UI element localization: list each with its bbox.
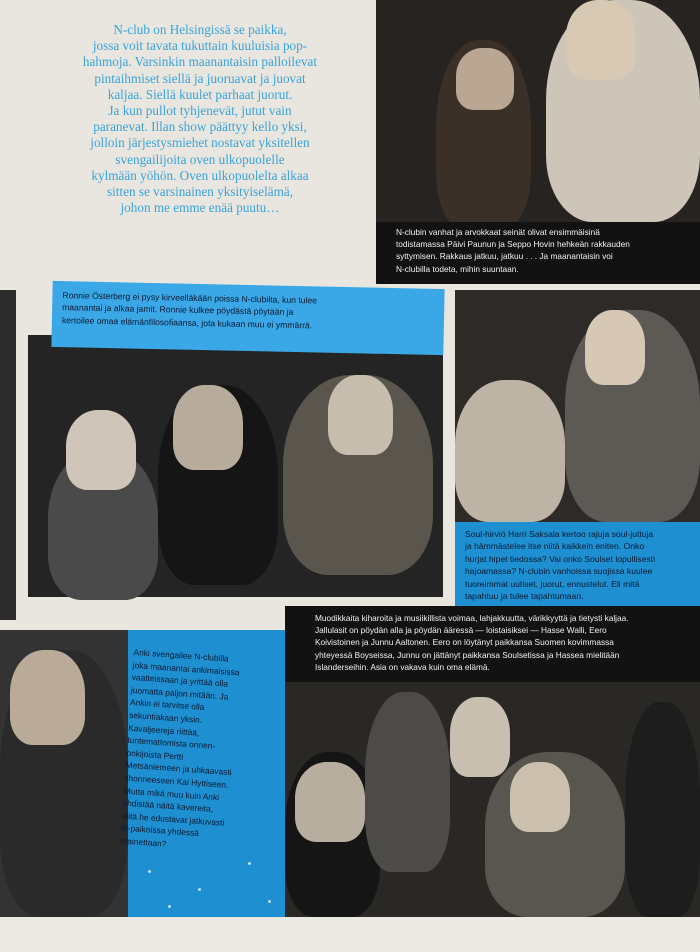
intro-line: Ja kun pullot tyhjenevät, jutut vain (108, 103, 292, 119)
intro-line: jolloin järjestysmiehet nostavat yksitellen (90, 135, 310, 151)
caption-line: Koivistoinen ja Junnu Aaltonen. Eero on löytänyt paikkansa Suomen kovimmassa (315, 637, 614, 648)
person-silhouette (10, 650, 85, 745)
intro-line: paranevat. Illan show päättyy kello yksi, (93, 119, 307, 135)
person-silhouette (295, 762, 365, 842)
intro-line: svengailijoita oven ulkopuolelle (115, 151, 285, 167)
photo-anki (0, 630, 128, 917)
caption-line: maanantai ja alkaa jamit. Ronnie kulkee pöydästä pöytään ja (62, 302, 294, 318)
star-decoration (248, 862, 251, 865)
caption-line: in-paikoissa yhdessä (120, 822, 200, 839)
caption-line: vaatteissaan ja yrittää olla (131, 672, 229, 689)
star-decoration (148, 870, 151, 873)
caption-line: siitä he edustavat jatkuvasti (121, 810, 225, 828)
caption-line: tuntemattomista onnen- (127, 734, 216, 752)
caption-line: onkijoista Pertti (126, 747, 184, 762)
caption-muodikkaita (285, 606, 700, 682)
caption-line: yhteyessä Boyseissa, Junnu on jättänyt paikkansa Soulsetissa ja Hassea mielitään (315, 649, 620, 660)
intro-line: kaljaa. Siellä kuulet parhaat juorut. (107, 86, 293, 102)
caption-line: hurjat hipet tiedossa? Vai onko Soulset lopullisesti (465, 553, 655, 564)
intro-text (40, 22, 360, 216)
intro-line: hahmoja. Varsinkin maanantaisin palloilevat (82, 54, 318, 70)
intro-line: johon me emme enää puutu… (120, 200, 280, 216)
photo-harri (455, 290, 700, 522)
person-silhouette (456, 48, 514, 110)
caption-line: tapahtuu ja tulee tapahtumaan. (465, 591, 584, 602)
photo-ronnie (28, 335, 443, 597)
caption-line: lihonneeseen Kai Hyttiseen. (124, 772, 229, 790)
caption-line: Anki svengailee N-clubilla (133, 646, 230, 664)
photo-paivi-seppo (376, 0, 700, 222)
caption-line: ja hämmästelee itse niitä kaikkein eniten. Onko (465, 541, 645, 552)
caption-line: Jallulasit on pöydän alla ja pöydän ääressä — loistaisiksei — Hasse Walli, Eero (315, 625, 607, 636)
person-silhouette (585, 310, 645, 385)
person-silhouette (455, 380, 565, 522)
caption-line: juomatta paljon mitään. Ja (130, 684, 229, 702)
star-decoration (198, 888, 201, 891)
caption-paivi (376, 222, 700, 284)
caption-line: Soul-hirviö Harri Saksala kertoo rajuja soul-juttuja (465, 529, 654, 539)
photo-edge-left (0, 290, 16, 620)
intro-line: pintaihmiset siellä ja juoruavat ja juovat (94, 70, 306, 86)
caption-line: kertoilee omaa elämänfilosofiaansa, jota kukaan muu ei ymmärrä. (61, 314, 313, 331)
intro-line: sitten se varsinainen yksityiselämä, (106, 184, 294, 200)
person-silhouette (173, 385, 243, 470)
caption-line: hajoamassa? N-clubin vanhoissa suojissa kuulee (465, 566, 653, 577)
photo-group-table (285, 682, 700, 917)
caption-line: N-clubilla todeta, mihin suuntaan. (396, 263, 519, 274)
person-silhouette (625, 702, 700, 917)
intro-line: jossa voit tavata tukuttain kuuluisia pop- (92, 38, 308, 54)
intro-line: kylmään yöhön. Oven ulkopuolelta alkaa (91, 167, 309, 183)
caption-line: Kavaljeereja riittää, (127, 722, 200, 738)
person-silhouette (510, 762, 570, 832)
caption-line: mainettaan? (120, 835, 167, 849)
caption-line: joka maanantai ankimaisissa (132, 659, 240, 678)
caption-line: syttymisen. Rakkaus jatkuu, jatkuu . . . Ja maanantaisin voi (396, 251, 613, 262)
star-decoration (168, 905, 171, 908)
caption-ronnie (51, 281, 444, 355)
caption-line: sekuntiakaan yksin. (128, 709, 203, 725)
caption-line: N-clubin vanhat ja arvokkaat seinät olivat ensimmäisinä (396, 227, 600, 237)
page-bottom-margin (0, 917, 700, 952)
caption-line: Islanderseihin. Asia on vakava kuin oma elämä. (315, 661, 490, 672)
caption-anki (120, 630, 285, 917)
caption-line: Mutta mikä muu kuin Anki (123, 785, 220, 802)
caption-line: Ankin ei tarvitse olla (129, 697, 205, 713)
caption-line: Muodikkaita kiharoita ja musiikillista voimaa, lahjakkuutta, värikkyyttä ja tietysti kaljaa. (315, 613, 629, 623)
person-silhouette (450, 697, 510, 777)
star-decoration (268, 900, 271, 903)
caption-line: tuoreimmat uutiset, juorut, ennustelut. Eli mitä (465, 578, 640, 589)
person-silhouette (566, 0, 636, 80)
person-silhouette (328, 375, 393, 455)
person-silhouette (365, 692, 450, 872)
caption-line: todistamassa Päivi Paunun ja Seppo Hovin hehkeän rakkauden (396, 239, 630, 250)
caption-line: Metsäniemeen ja uhkaavasti (125, 760, 232, 778)
caption-line: Ronnie Österberg ei pysy kirveelläkään poissa N-clubilta, kun tulee (62, 290, 318, 306)
caption-line: yhdistää näitä kavereita, (122, 797, 214, 815)
person-silhouette (66, 410, 136, 490)
intro-line: N-club on Helsingissä se paikka, (113, 22, 287, 37)
